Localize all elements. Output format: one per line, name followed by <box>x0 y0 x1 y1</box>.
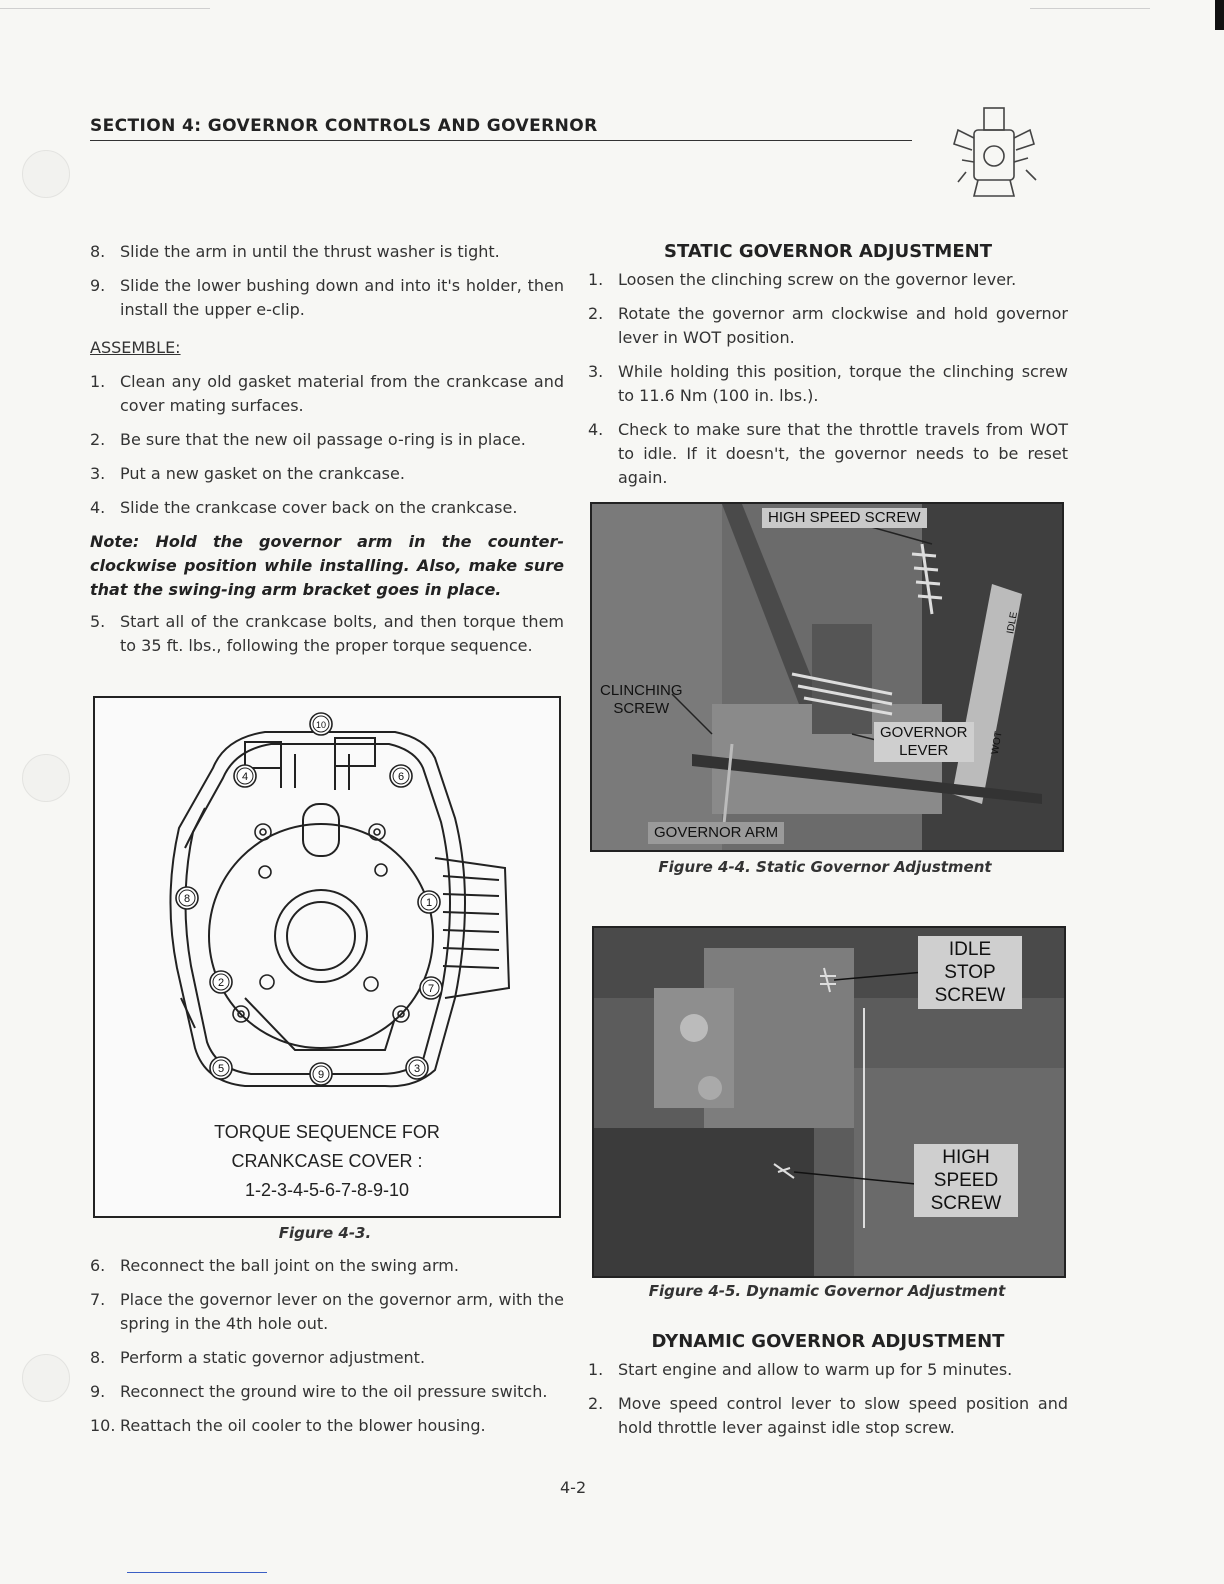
list-item-number: 3. <box>588 362 604 381</box>
bolt-number: 10 <box>315 720 327 730</box>
list-item-number: 2. <box>90 430 106 449</box>
label-wot: WOT <box>989 730 1005 756</box>
torque-caption-line2: CRANKCASE COVER : <box>231 1151 423 1171</box>
list-item-text: Put a new gasket on the crankcase. <box>120 464 405 483</box>
bolt-marker <box>210 1057 232 1079</box>
bolt-number: 4 <box>241 771 249 783</box>
list-item-number: 2. <box>588 1394 604 1413</box>
assembly-note: Note: Hold the governor arm in the counter-clockwise position while installing. Also, make sure that the swing-ing arm bracket goes in place. <box>90 532 564 599</box>
scan-top-line <box>1030 8 1150 9</box>
list-item <box>90 1346 564 1370</box>
list-item-text: Start engine and allow to warm up for 5 minutes. <box>618 1360 1013 1379</box>
list-item-number: 4. <box>588 420 604 439</box>
list-item-number: 1. <box>90 372 106 391</box>
list-item <box>90 428 564 452</box>
right-column-lower <box>588 1330 1068 1450</box>
list-item-number: 9. <box>90 276 106 295</box>
label-governor-lever: GOVERNOR LEVER <box>874 722 974 762</box>
bolt-marker <box>310 713 332 735</box>
left-column-lower <box>90 1254 564 1448</box>
list-item-text: Place the governor lever on the governor arm, with the spring in the 4th hole out. <box>120 1290 564 1333</box>
list-item <box>90 1288 564 1336</box>
bolt-marker <box>406 1057 428 1079</box>
figure-4-3-caption: Figure 4-3. <box>278 1224 372 1242</box>
list-item-number: 2. <box>588 304 604 323</box>
list-item <box>588 302 1068 350</box>
list-item-text: Slide the arm in until the thrust washer is tight. <box>120 242 500 261</box>
list-item-text: Reattach the oil cooler to the blower housing. <box>120 1416 486 1435</box>
list-item-number: 1. <box>588 1360 604 1379</box>
bolt-number: 2 <box>217 977 225 989</box>
label-high-speed-screw-dynamic: HIGH SPEED SCREW <box>914 1144 1018 1217</box>
list-item-text: Clean any old gasket material from the crankcase and cover mating surfaces. <box>120 372 564 415</box>
figure-4-5-caption: Figure 4-5. Dynamic Governor Adjustment <box>648 1282 1006 1300</box>
bolt-marker <box>176 887 198 909</box>
page-number: 4-2 <box>560 1478 587 1497</box>
list-item-number: 6. <box>90 1256 106 1275</box>
scan-bottom-line <box>127 1572 267 1573</box>
list-item <box>588 418 1068 490</box>
dynamic-governor-heading: DYNAMIC GOVERNOR ADJUSTMENT <box>651 1331 1005 1352</box>
torque-caption-line1: TORQUE SEQUENCE FOR <box>214 1122 440 1142</box>
list-item <box>90 370 564 418</box>
list-item <box>588 1392 1068 1440</box>
list-item-text: Loosen the clinching screw on the governor lever. <box>618 270 1017 289</box>
list-item-text: Perform a static governor adjustment. <box>120 1348 426 1367</box>
list-item-text: Rotate the governor arm clockwise and hold governor lever in WOT position. <box>618 304 1068 347</box>
left-column <box>90 240 564 668</box>
list-item-text: Be sure that the new oil passage o-ring is in place. <box>120 430 526 449</box>
bolt-marker <box>310 1063 332 1085</box>
list-item <box>90 462 564 486</box>
bolt-number: 5 <box>217 1063 225 1075</box>
torque-sequence-caption <box>95 1118 559 1205</box>
binder-hole <box>22 1354 70 1402</box>
list-item-number: 7. <box>90 1290 106 1309</box>
assemble-subheading: ASSEMBLE: <box>90 338 181 357</box>
list-item-number: 3. <box>90 464 106 483</box>
list-item <box>90 240 564 264</box>
figure-4-3-torque-diagram <box>93 696 561 1218</box>
list-item-text: Move speed control lever to slow speed position and hold throttle lever against idle stop screw. <box>618 1394 1068 1437</box>
crankcase-cover-drawing <box>95 698 559 1108</box>
bolt-marker <box>390 765 412 787</box>
list-item-text: Slide the crankcase cover back on the crankcase. <box>120 498 518 517</box>
torque-caption-line3: 1-2-3-4-5-6-7-8-9-10 <box>244 1180 410 1200</box>
figure-4-4-caption: Figure 4-4. Static Governor Adjustment <box>658 858 992 876</box>
label-high-speed-screw: HIGH SPEED SCREW <box>762 508 927 528</box>
list-item <box>90 1254 564 1278</box>
list-item-number: 8. <box>90 242 106 261</box>
bolt-marker <box>420 977 442 999</box>
section-header: SECTION 4: GOVERNOR CONTROLS AND GOVERNOR <box>90 116 912 141</box>
list-item <box>90 274 564 322</box>
list-item <box>588 268 1068 292</box>
list-item-number: 10. <box>90 1416 116 1435</box>
list-item-number: 5. <box>90 612 106 631</box>
bolt-number: 6 <box>397 771 405 783</box>
right-column <box>588 240 1068 500</box>
label-clinching-screw: CLINCHING SCREW <box>600 682 683 717</box>
bolt-marker <box>210 971 232 993</box>
list-item-text: Reconnect the ball joint on the swing arm. <box>120 1256 459 1275</box>
list-item-text: Start all of the crankcase bolts, and then torque them to 35 ft. lbs., following the proper torque sequence. <box>120 612 564 655</box>
list-item-number: 8. <box>90 1348 106 1367</box>
bolt-number: 3 <box>413 1063 421 1075</box>
bolt-number: 1 <box>425 897 433 909</box>
bolt-number: 8 <box>183 893 191 905</box>
figure-4-4-photo <box>590 502 1064 852</box>
list-item <box>90 610 564 658</box>
list-item <box>90 1380 564 1404</box>
list-item <box>90 1414 564 1438</box>
label-idle-stop-screw: IDLE STOP SCREW <box>918 936 1022 1009</box>
label-governor-arm: GOVERNOR ARM <box>648 822 784 844</box>
list-item-number: 1. <box>588 270 604 289</box>
bolt-marker <box>234 765 256 787</box>
list-item-text: Reconnect the ground wire to the oil pressure switch. <box>120 1382 548 1401</box>
list-item-text: While holding this position, torque the clinching screw to 11.6 Nm (100 in. lbs.). <box>618 362 1068 405</box>
static-governor-heading: STATIC GOVERNOR ADJUSTMENT <box>664 241 992 262</box>
list-item-number: 9. <box>90 1382 106 1401</box>
binder-hole <box>22 754 70 802</box>
label-idle: IDLE <box>1005 611 1020 635</box>
list-item-number: 4. <box>90 498 106 517</box>
scan-edge-mark <box>1215 0 1224 30</box>
list-item-text: Slide the lower bushing down and into it's holder, then install the upper e-clip. <box>120 276 564 319</box>
figure-4-5-photo <box>592 926 1066 1278</box>
list-item <box>588 1358 1068 1382</box>
binder-hole <box>22 150 70 198</box>
list-item-text: Check to make sure that the throttle travels from WOT to idle. If it doesn't, the governor needs to be reset again. <box>618 420 1068 487</box>
list-item <box>90 496 564 520</box>
bolt-number: 9 <box>317 1069 325 1081</box>
bolt-marker <box>418 891 440 913</box>
list-item <box>588 360 1068 408</box>
scan-top-line <box>0 8 210 9</box>
engine-logo-icon <box>944 100 1044 208</box>
bolt-number: 7 <box>427 983 435 995</box>
